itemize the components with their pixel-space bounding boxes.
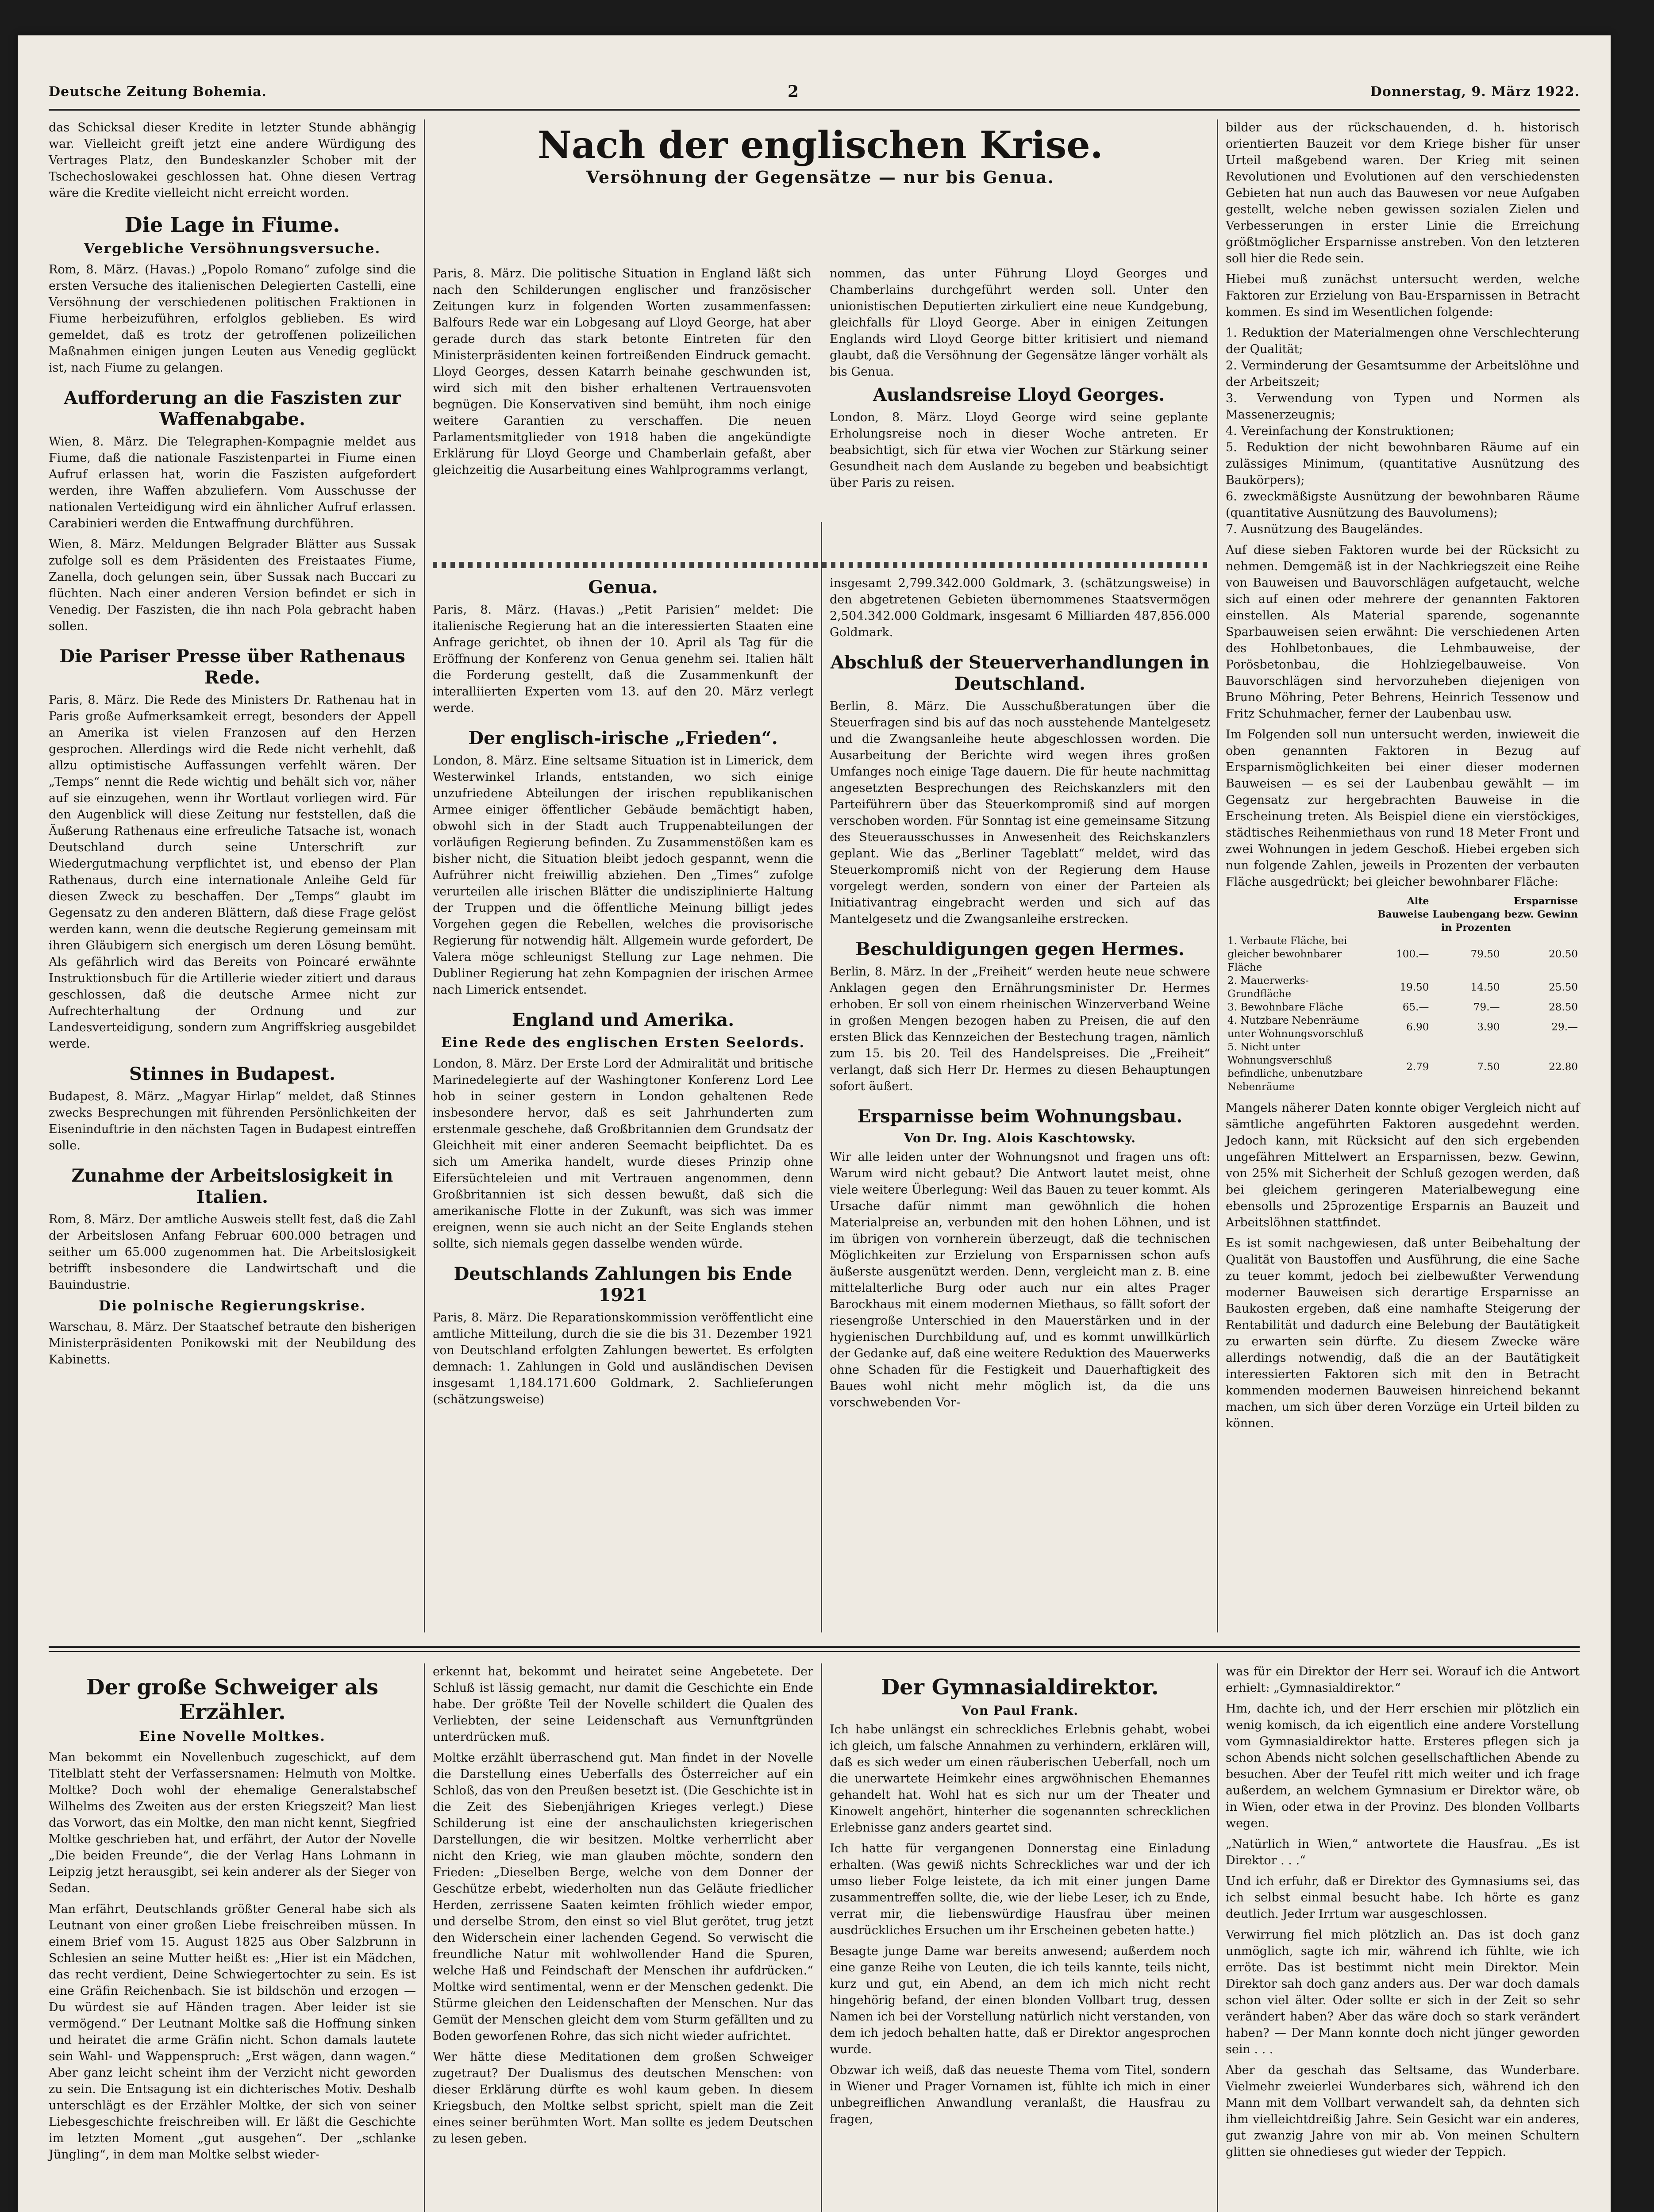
table-row xyxy=(1226,934,1580,974)
feuilleton-column-2 xyxy=(433,1663,813,2151)
masthead-rule xyxy=(49,109,1580,111)
column-2 xyxy=(433,575,813,1412)
column-1 xyxy=(49,119,416,1372)
table-row xyxy=(1226,974,1580,1001)
article-text: Warschau, 8. März. Der Staatschef betraute den bisherigen Ministerpräsidenten Ponikowski mit der Neubildung des Kabinetts. xyxy=(49,1320,416,1367)
article-text: London, 8. März. Lloyd George wird seine geplante Erholungsreise noch in dieser Woche antreten. Er beabsichtigt, sich für etwa vier Wochen zur Stärkung seiner Gesundheit nach dem Auslande zu begeben und beabsichtigt über Paris zu reisen. xyxy=(830,411,1208,490)
article-text: Mangels näherer Daten konnte obiger Vergleich nicht auf sämtliche angeführten Faktoren ausgedehnt werden. Jedoch kann, mit Rücksicht auf den sich ergebenden ungefähren Mittelwert an Ersparnissen, bezw. Gewinn, von 25% mit Sicherheit der Schluß gezogen werden, daß bei gleichem geringeren Materialbewegung eine ebensolls und 25prozentige Ersparnis an Bauzeit und Arbeitslöhnen stattfindet. xyxy=(1226,1101,1580,1229)
feuilleton-rule xyxy=(49,1646,1580,1648)
lead-headline: Nach der englischen Krise. xyxy=(538,123,1103,167)
lead-article-col-a xyxy=(433,265,811,483)
table-cell: 65.— xyxy=(1402,1002,1429,1013)
table-row xyxy=(1226,1014,1580,1041)
article-headline: Auslandsreise Lloyd Georges. xyxy=(873,384,1165,405)
table-header: Alte Bauweise xyxy=(1377,895,1429,920)
article-text: „Natürlich in Wien,“ antwortete die Hausfrau. „Es ist Direktor . . .“ xyxy=(1226,1837,1580,1867)
article-text: nommen, das unter Führung Lloyd Georges und Chamberlains durchgeführt werden soll. Unter den unionistischen Deputierten zirkuliert eine neue Kundgebung, gleichfalls für Lloyd George. Aber in einigen Zeitungen Englands wird Lloyd George bitter kritisiert und niemand glaubt, daß die Versöhnung der Gegensätze länger vorhält als bis Genua. xyxy=(830,267,1208,379)
table-cell: 6.90 xyxy=(1406,1022,1429,1033)
article-headline: Stinnes in Budapest. xyxy=(129,1064,335,1084)
article-text: Berlin, 8. März. Die Ausschußberatungen über die Steuerfragen sind bis auf das noch ausstehende Mantelgesetz und die Zwangsanleihe heute abgeschlossen worden. Die Ausarbeitung der Berichte wird wegen ihres großen Umfanges noch einige Tage dauern. Die für heute nachmittag angesetzten Besprechungen des Reichskanzlers mit den Parteiführern über das Steuerkompromiß sind auf morgen verschoben worden. Für Sonntag ist eine gemeinsame Sitzung des Steuerausschusses in Anwesenheit des Reichskanzlers geplant. Wie das „Berliner Tageblatt“ meldet, wird das Steuerkompromiß nicht von der Regierung dem Hause vorgelegt werden, sondern von einer der Parteien als Initiativantrag eingebracht werden und sich auf das Mantelgesetz und die Zwangsanleihe erstrecken. xyxy=(830,699,1210,926)
article-headline: Der große Schweiger als Erzähler. xyxy=(86,1675,379,1724)
article-text: Wir alle leiden unter der Wohnungsnot und fragen uns oft: Warum wird nicht gebaut? Die Antwort lautet meist, ohne viele weitere Überlegung: Weil das Bauen zu teuer kommt. Als Ursache dafür nimmt man gewöhnlich die hohen Materialpreise an, verbunden mit den hohen Löhnen, und ist im übrigen von vornherein überzeugt, daß die technischen Möglichkeiten zur Erzielung von Ersparnissen schon aufs äußerste ausgenützt werden. Denn, vergleicht man z. B. eine mittelalterliche Burg oder auch nur ein altes Prager Barockhaus mit einem modernen Miethaus, so fällt sofort der riesengroße Unterschied in den Mauerstärken und in der hygienischen Durchbildung auf, und es kommt unwillkürlich der Gedanke auf, daß eine weitere Reduktion des Mauerwerks ohne Schaden für die Festigkeit und Dauerhaftigkeit des Baues wohl nicht mehr möglich ist, da die uns vorschwebenden Vor- xyxy=(830,1150,1210,1409)
table-cell: 79.50 xyxy=(1470,949,1500,960)
article-text: Es ist somit nachgewiesen, daß unter Beibehaltung der Qualität von Baustoffen und Ausführung, die eine Sache zu teuer kommt, jedoch bei zielbewußter Verwendung moderner Bauweisen sich derartige Ersparnisse an Baukosten ergeben, daß eine namhafte Steigerung der Rentabilität und dadurch eine Belebung der Bautätigkeit zu erwarten sein dürfte. Zu diesem Zwecke wäre allerdings notwendig, daß die an der Bautätigkeit interessierten Faktoren sich mit den in Betracht kommenden modernen Bauweisen hinreichend bekannt machen, um sich über deren Vorzüge ein Urteil bilden zu können. xyxy=(1226,1237,1580,1430)
article-headline: Aufforderung an die Faszisten zur Waffenabgabe. xyxy=(64,388,401,430)
list-item: 2. Verminderung der Gesamtsumme der Arbeitslöhne und der Arbeitszeit; xyxy=(1226,359,1580,389)
article-text: London, 8. März. Eine seltsame Situation ist in Limerick, dem Westerwinkel Irlands, entstanden, wo sich einige unzufriedene Abteilungen der irischen republikanischen Armee einiger öffentlicher Gebäude bemächtigt haben, obwohl sich in der Stadt auch Truppenabteilungen der vorläufigen Regierung befinden. Zu Zusammenstößen kam es bisher nicht, die Situation bleibt jedoch gespannt, wenn die Aufrührer nicht freiwillig abziehen. Den „Times“ zufolge verurteilen alle irischen Blätter die undisziplinierte Haltung der Truppen und die öffentliche Meinung billigt jedes Vorgehen gegen die Rebellen, welches die provisorische Regierung für notwendig hält. Allgemein wurde gefordert, De Valera möge schleunigst Stellung zur Lage nehmen. Die Dubliner Regierung hat zehn Kompagnien der irischen Armee nach Limerick entsendet. xyxy=(433,754,813,997)
newspaper-page xyxy=(18,35,1611,2212)
article-headline: Deutschlands Zahlungen bis Ende 1921 xyxy=(454,1263,792,1306)
lead-article-col-b xyxy=(830,265,1208,495)
article-text: Ich hatte für vergangenen Donnerstag eine Einladung erhalten. (Was gewiß nichts Schreckliches war und der ich umso lieber Folge leistete, da ich mit einer jungen Dame zusammentreffen sollte, die, wie der liebe Leser, ich zu Ende, verrat mir, die liebenswürdige Hausfrau über meinen ausdrückliches Ersuchen um ihr Erscheinen gebeten hatte.) xyxy=(830,1842,1210,1937)
article-text: Im Folgenden soll nun untersucht werden, inwieweit die oben genannten Faktoren in Bezug auf Ersparnismöglichkeiten bei einer dieser modernen Bauweisen — es sei der Laubenbau gewählt — im Gegensatz zur hergebrachten Bauweise in die Erscheinung treten. Als Beispiel diene ein vierstöckiges, städtisches Reihenmiethaus von rund 18 Meter Front und zwei Wohnungen in jedem Geschoß. Hiebei ergeben sich nun folgende Zahlen, jeweils in Prozenten der verbauten Fläche ausgedrückt; bei gleicher bewohnbarer Fläche: xyxy=(1226,728,1580,889)
column-rule xyxy=(1217,119,1218,1632)
list-item: 5. Reduktion der nicht bewohnbaren Räume auf ein zulässiges Minimum, (quantitative Ausnützung des Baukörpers); xyxy=(1226,441,1580,487)
table-row xyxy=(1226,1041,1580,1094)
masthead-left: Deutsche Zeitung Bohemia. xyxy=(49,84,267,100)
article-text: bilder aus der rückschauenden, d. h. historisch orientierten Bauzeit vor dem Kriege bisher für unser Urteil maßgebend waren. Der Krieg mit seinen Revolutionen und Evolutionen auf den verschiedensten Gebieten hat nun auch das Bauwesen vor neue Aufgaben gestellt, welche neben gewissen sozialen Zielen und Verbesserungen in erster Linie die Erreichung größtmöglicher Ersparnisse anstreben. Von den letzteren soll hier die Rede sein. xyxy=(1226,121,1580,265)
column-4 xyxy=(1226,119,1580,1436)
comparison-table xyxy=(1226,895,1580,1094)
table-cell: 2.79 xyxy=(1406,1061,1429,1073)
article-subheadline: Die polnische Regierungskrise. xyxy=(99,1298,366,1314)
lead-subheadline: Versöhnung der Gegensätze — nur bis Genua. xyxy=(586,167,1054,187)
article-text: Und ich erfuhr, daß er Direktor des Gymnasiums sei, das ich selbst einmal besucht habe. Ich hörte es ganz deutlich. Jeder Irrtum war ausgeschlossen. xyxy=(1226,1874,1580,1921)
article-text: Rom, 8. März. Der amtliche Ausweis stellt fest, daß die Zahl der Arbeitslosen Anfang Februar 600.000 betragen und seither um 65.000 zugenommen hat. Die Arbeitslosigkeit betrifft insbesondere die Landwirtschaft und die Bauindustrie. xyxy=(49,1213,416,1292)
ornamental-rule xyxy=(433,562,1208,568)
table-cell: 3.90 xyxy=(1477,1022,1500,1033)
feuilleton-rule-thin xyxy=(49,1651,1580,1652)
article-text: Moltke erzählt überraschend gut. Man findet in der Novelle die Darstellung eines Ueberfalls des Österreicher auf ein Schloß, das von den Preußen besetzt ist. (Die Geschichte ist in die Zeit des Siebenjährigen Krieges verlegt.) Diese Schilderung ist eine der anschaulichsten kriegerischen Darstellungen, die wir besitzen. Moltke verherrlicht aber nicht den Krieg, wie man glauben möchte, sondern den Frieden: „Dieselben Berge, welche von dem Donner der Geschütze erbebt, wiederholten nun das Geläute friedlicher Herden, zerrissene Saaten keimten fröhlich wieder empor, und derselbe Strom, den einst so viel Blut gerötet, trug jetzt den Widerschein einer lachenden Gegend. So verwischt die freundliche Natur mit wohlwollender Hand die Spuren, welche Haß und Feindschaft der Menschen ihr aufdrücken.“ Moltke wird sentimental, wenn er der Menschen gedenkt. Die Stürme gleichen den Leidenschaften der Menschen. Nur das Gemüt der Menschen gleicht dem vom Sturm gefällten und zu Boden geworfenen Rohre, das sich nicht wieder aufrichtet. xyxy=(433,1751,813,2043)
article-text: Wien, 8. März. Die Telegraphen-Kompagnie meldet aus Fiume, daß die nationale Faszistenpartei in Fiume einen Aufruf erlassen hat, worin die Faszisten aufgefordert werden, ihre Waffen abzuliefern. Vom Ausschusse der nationalen Verteidigung wird ein ähnlicher Aufruf erlassen. Carabinieri werden die Entwaffnung durchführen. xyxy=(49,435,416,530)
list-item: 6. zweckmäßigste Ausnützung der bewohnbaren Räume (quantitative Ausnützung des Bauvolumens); xyxy=(1226,490,1580,520)
article-headline: Beschuldigungen gegen Hermes. xyxy=(855,939,1185,960)
table-cell: 14.50 xyxy=(1470,982,1500,993)
article-headline: Zunahme der Arbeitslosigkeit in Italien. xyxy=(71,1165,393,1207)
table-cell: 4. Nutzbare Nebenräume unter Wohnungsvorschluß xyxy=(1227,1015,1364,1040)
column-rule xyxy=(424,1663,425,2212)
table-cell: 19.50 xyxy=(1400,982,1429,993)
article-text: erkennt hat, bekommt und heiratet seine Angebetete. Der Schluß ist lässig gemacht, nur damit die Geschichte ein Ende habe. Der größte Teil der Novelle schildert die Qualen des Verliebten, der seine Leidenschaft aus Vernunftgründen unterdrücken muß. xyxy=(433,1665,813,1744)
table-header xyxy=(1226,895,1372,921)
article-text: Ich habe unlängst ein schreckliches Erlebnis gehabt, wobei ich gleich, um falsche Annahmen zu verhindern, erklären will, daß es sich weder um einen räuberischen Ueberfall, noch um die unerwartete Heimkehr eines argwöhnischen Ehemannes gehandelt hat. Wohl hat es sich nur um der Theater und Kinowelt angehört, hinterher die sogenannten schrecklichen Erlebnisse ganz anders geartet sind. xyxy=(830,1723,1210,1835)
article-headline: Die Lage in Fiume. xyxy=(124,213,340,237)
article-subheadline: Vergebliche Versöhnungsversuche. xyxy=(84,241,381,257)
lead-article xyxy=(433,119,1208,193)
table-row xyxy=(1226,1001,1580,1014)
article-text: Verwirrung fiel mich plötzlich an. Das ist doch ganz unmöglich, sagte ich mir, während ich fühlte, wie ich erröte. Das ist bestimmt nicht mein Direktor. Mein Direktor sah doch ganz anders aus. Der war doch damals schon viel älter. Oder sollte er sich in der Zeit so sehr verändert haben? Aber das wäre doch so stark verändert haben? — Der Mann konnte doch nicht jünger geworden sein . . . xyxy=(1226,1928,1580,2056)
column-rule xyxy=(1217,1663,1218,2212)
article-text: was für ein Direktor der Herr sei. Worauf ich die Antwort erhielt: „Gymnasialdirektor.“ xyxy=(1226,1665,1580,1695)
article-text: Wer hätte diese Meditationen dem großen Schweiger zugetraut? Der Dualismus des deutschen Menschen: von dieser Erklärung dürfte es wohl kaum geben. In diesem Kriegsbuch, den Moltke selbst spricht, spielt man die Zeit eines seiner berühmten Wort. Man sollte es jedem Deutschen zu lesen geben. xyxy=(433,2050,813,2146)
list-item: 7. Ausnützung des Baugeländes. xyxy=(1226,522,1423,536)
table-cell: 100.— xyxy=(1396,949,1429,960)
article-text: Rom, 8. März. (Havas.) „Popolo Romano“ zufolge sind die ersten Versuche des italienischen Delegierten Castelli, eine Versöhnung der verschiedenen politischen Fraktionen in Fiume herbeizuführen, erfolglos geblieben. Es wird gemeldet, daß es trotz der getroffenen polizeilichen Maßnahmen einigen jungen Leuten aus Venedig geglückt ist, nach Fiume zu gelangen. xyxy=(49,263,416,375)
article-text: Berlin, 8. März. In der „Freiheit“ werden heute neue schwere Anklagen gegen den Ernährungsminister Dr. Hermes erhoben. Er soll von einem rheinischen Winzerverband Weine in großen Mengen bezogen haben zu Preisen, die auf den ersten Blick das Kennzeichen der Bestechung tragen, nämlich zum 15. bis 20. Teil des Handelspreises. Die „Freiheit“ verlangt, daß sich Herr Dr. Hermes zu diesen Behauptungen sofort äußert. xyxy=(830,965,1210,1093)
article-headline: Der englisch-irische „Frieden“. xyxy=(468,728,778,749)
table-cell: 20.50 xyxy=(1549,949,1578,960)
article-text: Paris, 8. März. (Havas.) „Petit Parisien“ meldet: Die italienische Regierung hat an die interessierten Staaten eine Anfrage gerichtet, ob ihnen der 10. April als Tag für die Eröffnung der Konferenz von Genua genehm sei. Italien hält die Forderung gestellt, daß die Zusammenkunft der interalliierten Experten vom 13. auf den 20. März verlegt werde. xyxy=(433,603,813,715)
article-subheadline: Eine Rede des englischen Ersten Seelords. xyxy=(441,1035,805,1051)
article-headline: Abschluß der Steuerverhandlungen in Deutschland. xyxy=(830,652,1210,694)
column-rule xyxy=(424,119,425,1632)
column-rule xyxy=(821,1663,822,2212)
table-cell: 2. Mauerwerks-Grundfläche xyxy=(1227,975,1309,1000)
column-rule xyxy=(821,522,822,1632)
article-headline: Genua. xyxy=(588,577,658,598)
table-cell: 1. Verbaute Fläche, bei gleicher bewohnbarer Fläche xyxy=(1227,935,1347,973)
table-cell: 5. Nicht unter Wohnungsverschluß befindliche, unbenutzbare Nebenräume xyxy=(1227,1041,1363,1093)
article-text: Paris, 8. März. Die politische Situation in England läßt sich nach den Schilderungen englischer und französischer Zeitungen kurz in folgenden Worten zusammenfassen: Balfours Rede war ein Lobgesang auf Lloyd George, hat aber gerade durch das stark betonte Eintreten für den Ministerpräsidenten keinen fortreißenden Eindruck gemacht. Lloyd Georges, dessen Katarrh beinahe geschwunden ist, wird sich mit den bisher erhaltenen Vertrauensvoten begnügen. Die Konservativen sind bemüht, ihm noch einige weitere Garantien zu verschaffen. Die neuen Parlamentsmitglieder von 1918 haben die angekündigte Erklärung für Lloyd George und Chamberlain gefaßt, aber gleichzeitig die Ausarbeitung eines Wahlprogramms verlangt, xyxy=(433,267,811,477)
article-text: Wien, 8. März. Meldungen Belgrader Blätter aus Sussak zufolge soll es dem Präsidenten des Freistaates Fiume, Zanella, doch gelungen sein, über Sussak nach Buccari zu flüchten. Nach einer anderen Version befindet er sich in Venedig. Der Faszisten, die ihn nach Pola gebracht haben sollen. xyxy=(49,538,416,633)
table-cell: 28.50 xyxy=(1549,1002,1578,1013)
table-unit: in Prozenten xyxy=(1441,922,1511,933)
table-cell: 25.50 xyxy=(1549,982,1578,993)
article-headline: England und Amerika. xyxy=(512,1010,735,1030)
article-text: Hiebei muß zunächst untersucht werden, welche Faktoren zur Erzielung von Bau-Ersparnissen in Betracht kommen. Es sind im Wesentlichen folgende: xyxy=(1226,273,1580,319)
table-cell: 3. Bewohnbare Fläche xyxy=(1227,1002,1343,1013)
article-text: Obzwar ich weiß, daß das neueste Thema vom Titel, sondern in Wiener und Prager Vornamen ist, fühlte ich mich in einer unbegreiflichen Anwandlung veranlaßt, die Hausfrau zu fragen, xyxy=(830,2063,1210,2126)
article-text: London, 8. März. Der Erste Lord der Admiralität und britische Marinedelegierte auf der Washingtoner Konferenz Lord Lee hob in seiner gestern in London gehaltenen Rede insbesondere hervor, daß es seit Jahrhunderten zum erstenmale geschehe, daß Großbritannien dem Grundsatz der Gleichheit mit einer anderen Seemacht beipflichtet. Da es sich um Amerika handelt, wurde dieses Prinzip ohne Eifersüchteleien und mit Vertrauen angenommen, denn Großbritannien ist sich dessen bewußt, daß sich die amerikanische Flotte in der Zukunft, was sich was immer ereignen, wenn sie auch nicht an der Seite Englands stehen sollte, sich niemals gegen dasselbe wenden würde. xyxy=(433,1057,813,1251)
article-text: Budapest, 8. März. „Magyar Hirlap“ meldet, daß Stinnes zwecks Besprechungen mit führenden Persönlichkeiten der Eiseninduftrie in den nächsten Tagen in Budapest eintreffen solle. xyxy=(49,1090,416,1152)
article-text: Paris, 8. März. Die Reparationskommission veröffentlicht eine amtliche Mitteilung, durch die sie die bis 31. Dezember 1921 von Deutschland erfolgten Zahlungen bewertet. Es erfolgten demnach: 1. Zahlungen in Gold und ausländischen Devisen insgesamt 1,184.171.600 Goldmark, 2. Sachlieferungen (schätzungsweise) xyxy=(433,1311,813,1406)
article-text: insgesamt 2,799.342.000 Goldmark, 3. (schätzungsweise) in den abgetretenen Gebieten übernommenes Staatsvermögen 2,504.342.000 Goldmark, insgesamt 6 Milliarden 487,856.000 Goldmark. xyxy=(830,576,1210,639)
feuilleton-column-3 xyxy=(830,1663,1210,2132)
list-item: 3. Verwendung von Typen und Normen als Massenerzeugnis; xyxy=(1226,392,1580,422)
article-text: das Schicksal dieser Kredite in letzter Stunde abhängig war. Vielleicht greift jetzt eine andere Würdigung des Vertrages Platz, den Bundeskanzler Schober mit der Tschechoslowakei geschlossen hat. Ohne diesen Vertrag wäre die Kredite vielleicht nicht erreicht worden. xyxy=(49,121,416,200)
table-header: Ersparnisse bezw. Gewinn xyxy=(1504,895,1578,920)
page-number: 2 xyxy=(788,82,800,101)
article-headline: Ersparnisse beim Wohnungsbau. xyxy=(857,1106,1183,1127)
article-text: Besagte junge Dame war bereits anwesend; außerdem noch eine ganze Reihe von Leuten, die ich teils kannte, teils nicht, kurz und gut, ein Abend, an dem ich mich nicht recht hingehörig befand, der einen blonden Vollbart trug, dessen Namen ich bei der Vorstellung natürlich nicht verstanden, von dem ich jedoch behalten hatte, daß er Direktor angesprochen wurde. xyxy=(830,1944,1210,2056)
article-headline: Der Gymnasialdirektor. xyxy=(881,1675,1159,1700)
list-item: 1. Reduktion der Materialmengen ohne Verschlechterung der Qualität; xyxy=(1226,326,1580,356)
table-header: Laubengang xyxy=(1432,909,1500,920)
article-text: Man erfährt, Deutschlands größter General habe sich als Leutnant von einer großen Liebe freischreiben müssen. In einem Brief vom 15. August 1825 aus Ober Salzbrunn in Schlesien an seine Mutter heißt es: „Hier ist ein Mädchen, das recht verdient, Deine Schwiegertochter zu sein. Es ist eine Gräfin Reichenbach. Sie ist bildschön und erzogen — Du würdest sie auf Händen tragen. Aber leider ist sie vermögend.“ Der Leutnant Moltke saß die Hoffnung sinken und heiratet die arme Gräfin nicht. Schon damals lautete sein Wahl- und Wappenspruch: „Erst wägen, dann wagen.“ Aber ganz leicht scheint ihm der Verzicht nicht geworden zu sein. Die Entsagung ist ein dichterisches Motiv. Deshalb unterschlägt es der Erzähler Moltke, der sich von seiner Liebesgeschichte freischreiben will. Er läßt die Geschichte im letzten Moment „gut ausgehen“. Der „schlanke Jüngling“, in dem man Moltke selbst wieder- xyxy=(49,1902,416,2162)
article-text: Paris, 8. März. Die Rede des Ministers Dr. Rathenau hat in Paris große Aufmerksamkeit erregt, besonders der Appell an Amerika ist vielen Franzosen auf den Herzen gesprochen. Allerdings wird die Rede nicht verhehlt, daß allzu optimistische Auffassungen verfehlt wären. Der „Temps“ nennt die Rede wichtig und behält sich vor, näher auf sie einzugehen, wenn ihr Wortlaut vorliegen wird. Für den Augenblick will diese Zeitung nur feststellen, daß die Äußerung Rathenaus eine erfreuliche Tatsache ist, wonach Deutschland durch seine Unterschrift zur Wiedergutmachung verpflichtet ist, und ebenso der Plan Rathenaus, durch eine internationale Anleihe Geld für diesen Zweck zu beschaffen. Der „Temps“ glaubt im Gegensatz zu den anderen Blättern, daß diese Frage gelöst werden kann, wenn die deutsche Regierung gemeinsam mit ihren Gläubigern sich energisch um deren Lösung bemüht. Als gefährlich wird das Bereits von Poincaré erwähnte Instruktionsbuch für die Artillerie wieder zitiert und daraus geschlossen, daß die deutsche Armee nicht zur Aufrechterhaltung der Ordnung und zur Landesverteidigung, sondern zum Angriffskrieg ausgebildet werde. xyxy=(49,693,416,1051)
feuilleton-column-1 xyxy=(49,1663,416,2167)
article-byline: Von Dr. Ing. Alois Kaschtowsky. xyxy=(904,1131,1136,1145)
article-text: Aber da geschah das Seltsame, das Wunderbare. Vielmehr zweierlei Wunderbares sich, während ich den Mann mit dem Vollbart verwandelt sah, da dehnten sich ihm vielleichtdreißig Jahre. Sein Gesicht war ein anderes, gut zwanzig Jahre von mir ab. Von meinen Schultern glitten sie ohnedieses gut wieder der Teppich. xyxy=(1226,2063,1580,2159)
table-cell: 22.80 xyxy=(1549,1061,1578,1073)
article-subheadline: Eine Novelle Moltkes. xyxy=(139,1728,326,1744)
article-text: Hm, dachte ich, und der Herr erschien mir plötzlich ein wenig komisch, da ich eigentlich eine andere Vorstellung vom Gymnasialdirektor hatte. Ersteres pflegen sich ja schon Abends nicht solchen gesellschaftlichen Abende zu besuchen. Aber der Teufel ritt mich weiter und ich frage außerdem, an welchem Gymnasium er Direktor wäre, ob in Wien, oder etwa in der Provinz. Des blonden Vollbarts wegen. xyxy=(1226,1702,1580,1830)
table-cell: 7.50 xyxy=(1477,1061,1500,1073)
masthead-date: Donnerstag, 9. März 1922. xyxy=(1370,84,1580,100)
article-text: Man bekommt ein Novellenbuch zugeschickt, auf dem Titelblatt steht der Verfassersnamen: Helmuth von Moltke. Moltke? Doch wohl der ehemalige Generalstabschef Wilhelms des Zweiten aus der ersten Kriegszeit? Man liest das Vorwort, das ein Moltke, den man nicht kennt, Siegfried Moltke geschrieben hat, und erfährt, der Autor der Novelle „Die beiden Freunde“, die der Verlag Hans Lohmann in Leipzig jetzt herausgibt, sei kein anderer als der Sieger von Sedan. xyxy=(49,1751,416,1895)
column-3 xyxy=(830,575,1210,1415)
table-cell: 79.— xyxy=(1473,1002,1500,1013)
article-headline: Die Pariser Presse über Rathenaus Rede. xyxy=(59,646,405,688)
list-item: 4. Vereinfachung der Konstruktionen; xyxy=(1226,424,1454,438)
feuilleton-column-4 xyxy=(1226,1663,1580,2165)
article-text: Auf diese sieben Faktoren wurde bei der Rücksicht zu nehmen. Demgemäß ist in der Nachkriegszeit eine Reihe von Bauweisen und Bauvorschlägen aufgetaucht, welche sich auf einen oder mehrere der genannten Faktoren einstellen. Als Material sparende, sogenannte Sparbauweisen seien erwähnt: Die verschiedenen Arten des Hohlbetonbaues, die Lehmbauweise, der Porösbetonbau, die Hohlziegelbauweise. Von Bauvorschlägen sind hervorzuheben diejenigen von Bruno Möhring, Peter Behrens, Heinrich Tessenow und Fritz Schuhmacher, ferner der Laubenbau usw. xyxy=(1226,543,1580,721)
article-byline: Von Paul Frank. xyxy=(962,1703,1078,1718)
table-cell: 29.— xyxy=(1551,1022,1578,1033)
